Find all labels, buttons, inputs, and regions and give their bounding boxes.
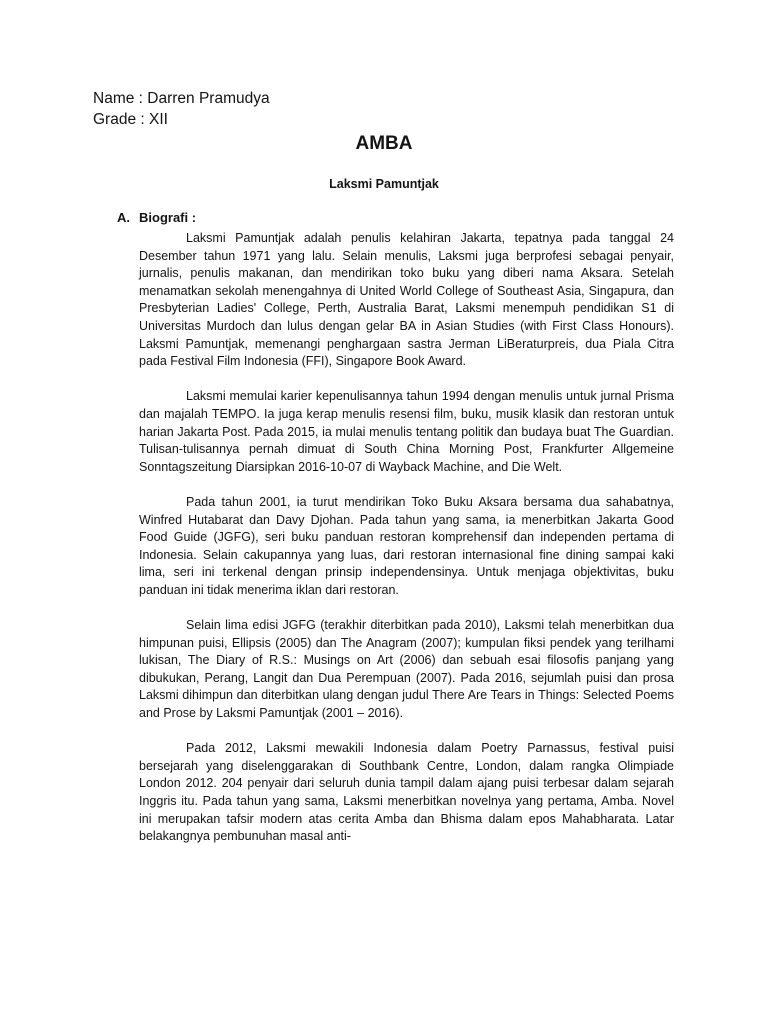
document-subtitle: Laksmi Pamuntjak bbox=[329, 177, 439, 191]
paragraph-4: Selain lima edisi JGFG (terakhir diterbitkan pada 2010), Laksmi telah menerbitkan dua himpunan puisi, Ellipsis (2005) dan The Anagram (2007); kumpulan fiksi pendek yang terilhami lukisan, The Diary of R.S.: Musings on Art (2006) dan sebuah esai filosofis panjang yang dibukukan, Perang, Langit dan Dua Perempuan (2007). Pada 2016, sejumlah puisi dan prosa Laksmi dihimpun dan diterbitkan ulang dengan judul There Are Tears in Things: Selected Poems and Prose by Laksmi Pamuntjak (2001 – 2016). bbox=[139, 618, 674, 721]
student-grade: Grade : XII bbox=[93, 111, 168, 128]
biography-body bbox=[139, 230, 674, 863]
section-marker: A. bbox=[117, 210, 130, 225]
student-info bbox=[93, 88, 270, 130]
paragraph-3: Pada tahun 2001, ia turut mendirikan Toko Buku Aksara bersama dua sahabatnya, Winfred Hutabarat dan Davy Djohan. Pada tahun yang sama, ia menerbitkan Jakarta Good Food Guide (JGFG), seri buku panduan restoran komprehensif dan independen pertama di Indonesia. Selain cakupannya yang luas, dari restoran internasional fine dining sampai kaki lima, seri ini terkenal dengan prinsip independensinya. Untuk menjaga objektivitas, buku panduan ini tidak menerima iklan dari restoran. bbox=[139, 494, 674, 597]
paragraph-5: Pada 2012, Laksmi mewakili Indonesia dalam Poetry Parnassus, festival puisi bersejarah yang diselenggarakan di Southbank Centre, London, dalam rangka Olimpiade London 2012. 204 penyair dari seluruh dunia tampil dalam ajang puisi terbesar dalam sejarah Inggris itu. Pada tahun yang sama, Laksmi menerbitkan novelnya yang pertama, Amba. Novel ini merupakan tafsir modern atas cerita Amba dan Bhisma dalam epos Mahabharata. Latar belakangnya pembunuhan masal anti- bbox=[139, 741, 674, 844]
paragraph-1: Laksmi Pamuntjak adalah penulis kelahiran Jakarta, tepatnya pada tanggal 24 Desember tahun 1971 yang lalu. Selain menulis, Laksmi juga berprofesi sebagai penyair, jurnalis, penulis makanan, dan mendirikan toko buku yang diberi nama Aksara. Setelah menamatkan sekolah menengahnya di United World College of Southeast Asia, Singapura, dan Presbyterian Ladies' College, Perth, Australia Barat, Laksmi menempuh pendidikan S1 di Universitas Murdoch dan lulus dengan gelar BA in Asian Studies (with First Class Honours). Laksmi Pamuntjak, memenangi penghargaan sastra Jerman LiBeraturpreis, dua Piala Citra pada Festival Film Indonesia (FFI), Singapore Book Award. bbox=[139, 231, 674, 369]
section-heading-label: Biografi : bbox=[139, 210, 197, 225]
section-heading bbox=[117, 209, 196, 227]
document-title: AMBA bbox=[355, 133, 413, 154]
student-name: Name : Darren Pramudya bbox=[93, 90, 270, 107]
paragraph-2: Laksmi memulai karier kepenulisannya tahun 1994 dengan menulis untuk jurnal Prisma dan majalah TEMPO. Ia juga kerap menulis resensi film, buku, musik klasik dan restoran untuk harian Jakarta Post. Pada 2015, ia mulai menulis tentang politik dan budaya buat The Guardian. Tulisan-tulisannya pernah dimuat di South China Morning Post, Frankfurter Allgemeine Sonntagszeitung Diarsipkan 2016-10-07 di Wayback Machine, and Die Welt. bbox=[139, 389, 674, 474]
